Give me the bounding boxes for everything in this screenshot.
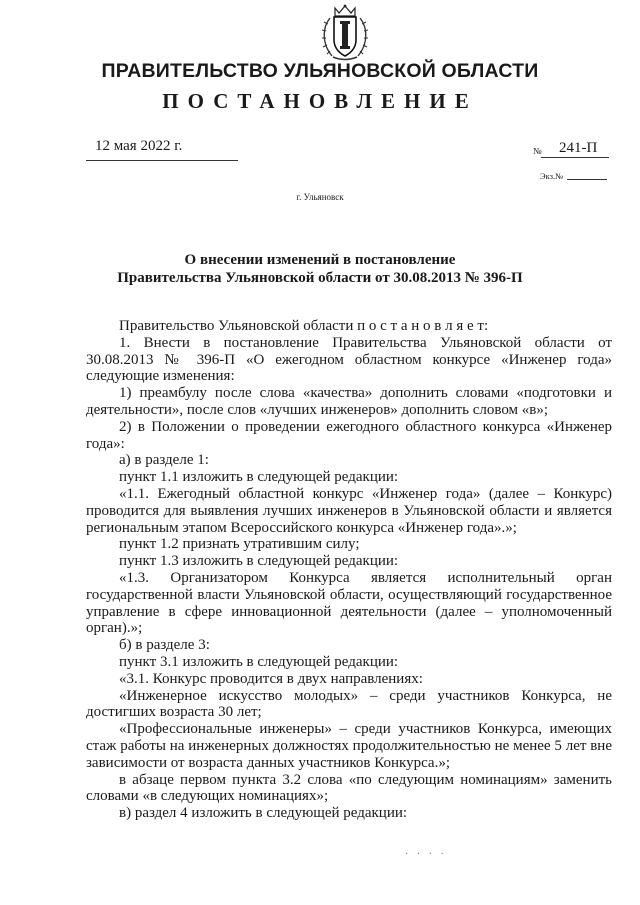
document-date: 12 мая 2022 г. (95, 138, 183, 154)
paragraph: 1) преамбулу после слова «качества» дополнить словами «подготовки и деятельности», после слов «лучших инженеров» дополнить словом «в»; (86, 385, 612, 418)
paragraph: в) раздел 4 изложить в следующей редакции: (119, 805, 408, 822)
paragraph: пункт 1.2 признать утратившим силу; (119, 536, 360, 553)
paragraph: пункт 3.1 изложить в следующей редакции: (119, 653, 399, 670)
scan-artifact: · · · · (405, 849, 447, 860)
paragraph: «1.3. Организатором Конкурса является исполнительный орган государственной власти Ульяновской области, осуществляющий государственное управление в сфере инновационной деятельности (далее – уполномоченный орган).»; (86, 569, 612, 637)
paragraph: «1.1. Ежегодный областной конкурс «Инженер года» (далее – Конкурс) проводится для выявления лучших инженеров в Ульяновской области и является региональным этапом Всероссийского конкурса «Инженер года».»; (86, 485, 612, 536)
number-underline (541, 157, 609, 158)
paragraph: б) в разделе 3: (119, 637, 210, 654)
date-underline (86, 160, 238, 161)
coat-of-arms-icon (318, 4, 372, 62)
paragraph: пункт 1.1 изложить в следующей редакции: (119, 469, 399, 486)
copy-label: Экз.№ (540, 171, 564, 181)
document-number: 241-П (559, 140, 598, 156)
paragraph: в абзаце первом пункта 3.2 слова «по следующим номинациям» заменить словами «в следующих номинациях»; (86, 771, 612, 805)
paragraph: «3.1. Конкурс проводится в двух направлениях: (119, 670, 423, 687)
copy-underline (567, 179, 607, 180)
paragraph: а) в разделе 1: (119, 452, 209, 469)
city: г. Ульяновск (296, 192, 344, 202)
document-type: ПОСТАНОВЛЕНИЕ (162, 89, 478, 113)
document-subject (0, 251, 640, 287)
paragraph: «Инженерное искусство молодых» – среди участников Конкурса, не достигших возраста 30 лет; (86, 687, 612, 721)
subject-line: О внесении изменений в постановление (184, 252, 456, 268)
paragraph: Правительство Ульяновской области п о с т а н о в л я е т: (119, 318, 489, 334)
paragraph: «Профессиональные инженеры» – среди участников Конкурса, имеющих стаж работы на инженерных должностях продолжительностью не менее 5 лет вне зависимости от возраста данных участников Конкурса.»; (86, 721, 612, 771)
paragraph: пункт 1.3 изложить в следующей редакции: (119, 553, 399, 570)
paragraph: 2) в Положении о проведении ежегодного областного конкурса «Инженер года»: (86, 418, 612, 452)
number-prefix: № (533, 146, 542, 156)
subject-line: Правительства Ульяновской области от 30.08.2013 № 396-П (117, 270, 523, 286)
paragraph: 1. Внести в постановление Правительства Ульяновской области от 30.08.2013 № 396-П «О ежегодном областном конкурсе «Инженер года» следующие изменения: (86, 334, 612, 385)
document-body (86, 318, 612, 822)
government-name: ПРАВИТЕЛЬСТВО УЛЬЯНОВСКОЙ ОБЛАСТИ (101, 60, 539, 82)
